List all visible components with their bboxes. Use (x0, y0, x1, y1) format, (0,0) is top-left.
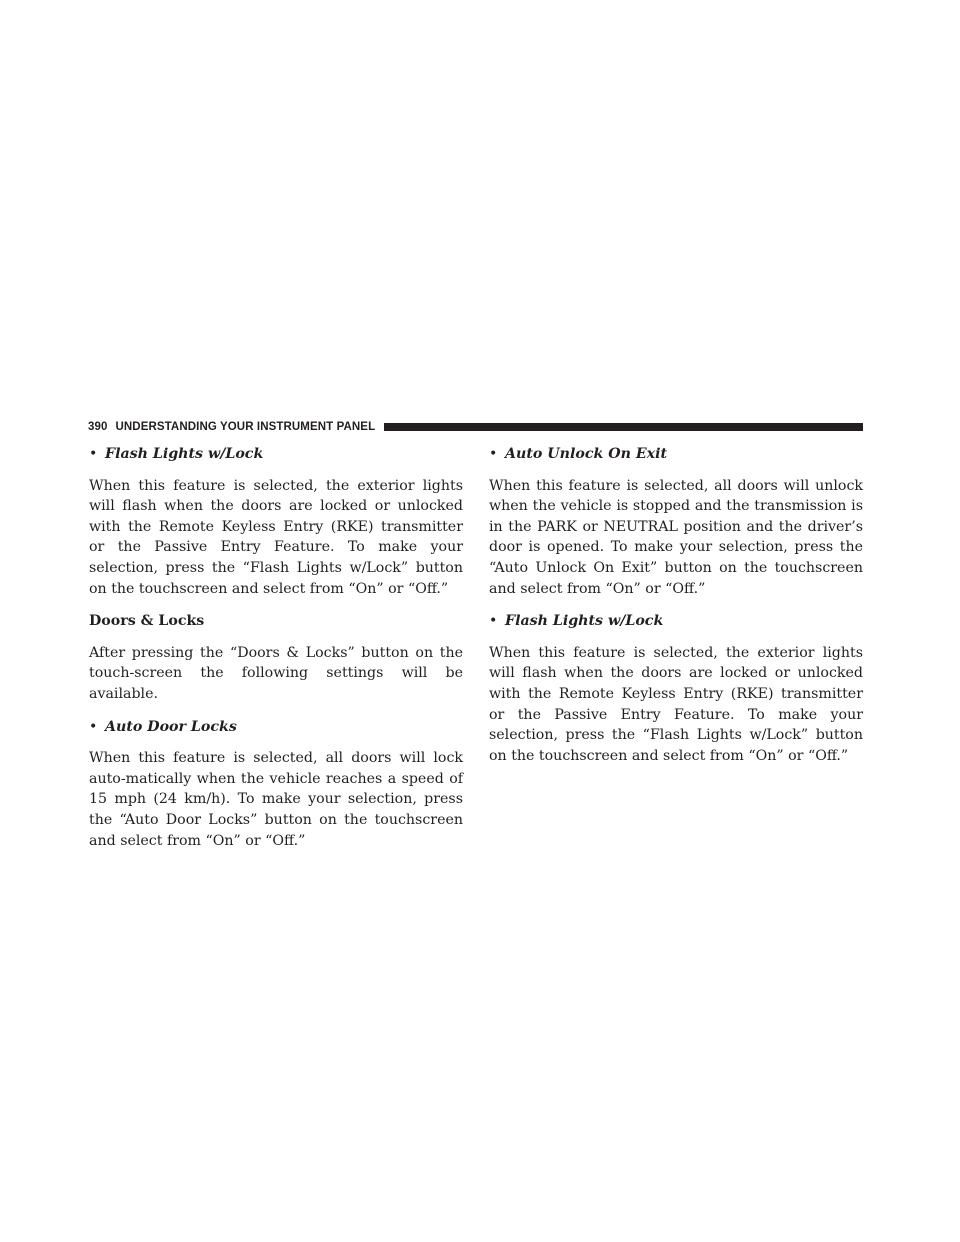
right-column (489, 444, 863, 778)
bullet-icon: • (89, 718, 98, 735)
paragraph-doors-locks-intro: After pressing the “Doors & Locks” button on the touch-screen the following settings will be available. (89, 644, 463, 702)
bullet-label: Auto Unlock On Exit (505, 446, 668, 462)
bullet-label: Auto Door Locks (105, 718, 237, 735)
heading-doors-locks: Doors & Locks (89, 613, 205, 630)
paragraph-auto-door-locks: When this feature is selected, all doors will lock auto-matically when the vehicle reaches a speed of 15 mph (24 km/h). To make your selection, press the “Auto Door Locks” button on the touchscreen and select from “On” or “Off.” (89, 750, 463, 849)
bullet-icon: • (89, 446, 98, 462)
bullet-item-flash-lights-2 (489, 611, 863, 632)
page-header (88, 420, 863, 434)
bullet-item-flash-lights (89, 444, 463, 465)
header-rule (384, 423, 863, 431)
left-column (89, 444, 463, 863)
section-title: UNDERSTANDING YOUR INSTRUMENT PANEL (115, 421, 376, 433)
bullet-icon: • (489, 613, 498, 630)
page-number: 390 (88, 421, 108, 433)
bullet-icon: • (489, 446, 498, 462)
bullet-label: Flash Lights w/Lock (105, 446, 264, 462)
bullet-item-auto-unlock (489, 444, 863, 465)
bullet-label: Flash Lights w/Lock (505, 613, 664, 630)
paragraph-auto-unlock: When this feature is selected, all doors will unlock when the vehicle is stopped and the transmission is in the PARK or NEUTRAL position and the driver’s door is opened. To make your selection, press the “Auto Unlock On Exit” button on the touchscreen and select from “On” or “Off.” (489, 477, 863, 597)
paragraph-flash-lights: When this feature is selected, the exterior lights will flash when the doors are locked or unlocked with the Remote Keyless Entry (RKE) transmitter or the Passive Entry Feature. To make your selection, press the “Flash Lights w/Lock” button on the touchscreen and select from “On” or “Off.” (89, 477, 463, 597)
bullet-item-auto-door-locks (89, 717, 463, 738)
paragraph-flash-lights-2: When this feature is selected, the exterior lights will flash when the doors are locked or unlocked with the Remote Keyless Entry (RKE) transmitter or the Passive Entry Feature. To make your selection, press the “Flash Lights w/Lock” button on the touchscreen and select from “On” or “Off.” (489, 644, 863, 764)
